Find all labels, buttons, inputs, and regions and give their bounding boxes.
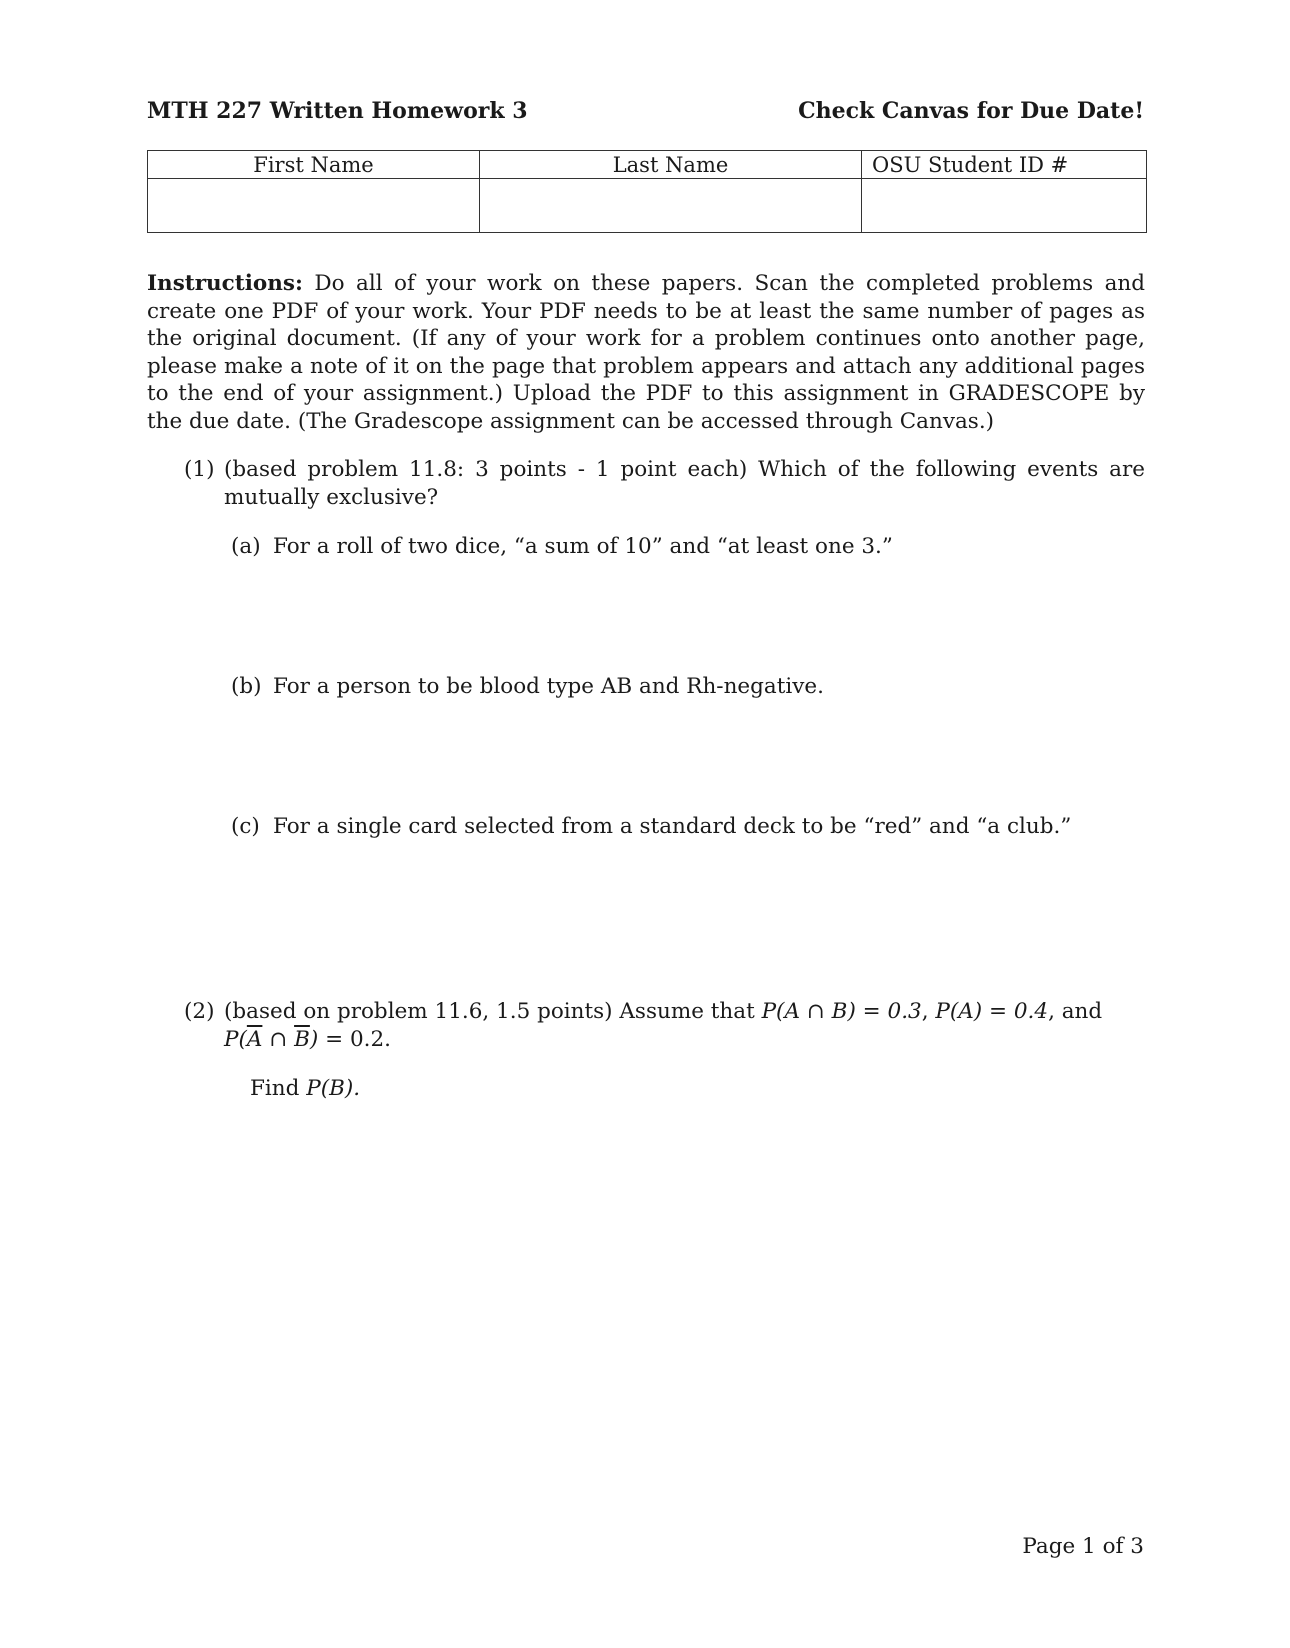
instructions-paragraph xyxy=(147,270,1145,435)
student-id-field[interactable] xyxy=(862,179,1147,233)
last-name-header: Last Name xyxy=(480,151,862,179)
problem-2 xyxy=(184,998,1145,1053)
last-name-field[interactable] xyxy=(480,179,862,233)
problem-2-number: (2) xyxy=(184,999,215,1024)
problem-1-part-a xyxy=(231,534,893,559)
page-number: Page 1 of 3 xyxy=(1022,1534,1144,1559)
prob-a: P(A) = 0.4 xyxy=(935,999,1049,1024)
part-a-label: (a) xyxy=(231,534,261,559)
problem-2-intro: (based on problem 11.6, 1.5 points) Assume that xyxy=(224,999,755,1024)
prob-a-and-b: P(A ∩ B) = 0.3 xyxy=(761,999,922,1024)
assignment-title: MTH 227 Written Homework 3 xyxy=(147,98,528,124)
problem-1-part-c xyxy=(231,814,1071,839)
problem-1-number: (1) xyxy=(184,457,215,482)
prob-complements: $P(\overline{A}$ ∩ $\overline{B}$) xyxy=(224,1026,319,1052)
problem-1-text: (based problem 11.8: 3 points - 1 point each) Which of the following events are mutually exclusive? xyxy=(224,457,1145,510)
table-entry-row xyxy=(148,179,1147,233)
part-b-text: For a person to be blood type AB and Rh-negative. xyxy=(273,674,824,699)
student-id-header: OSU Student ID # xyxy=(862,151,1147,179)
find-label: Find xyxy=(250,1076,300,1101)
problem-2-text: (based on problem 11.6, 1.5 points) Assume that P(A ∩ B) = 0.3, P(A) = 0.4, and $P(\overline{A}$ ∩ $\overline{B}) = 0.2$. xyxy=(224,999,1103,1052)
first-name-field[interactable] xyxy=(148,179,480,233)
instructions-text: Do all of your work on these papers. Scan the completed problems and create one PDF of your work. Your PDF needs to be at least the same number of pages as the original document. (If any of your work for a problem continues onto another page, please make a note of it on the page that problem appears and attach any additional pages to the end of your assignment.) Upload the PDF to this assignment in GRADESCOPE by the due date. (The Gradescope assignment can be accessed through Canvas.) xyxy=(147,271,1145,434)
find-statement xyxy=(250,1076,360,1101)
table-header-row xyxy=(148,151,1147,179)
first-name-header: First Name xyxy=(148,151,480,179)
part-b-label: (b) xyxy=(231,674,262,699)
due-date-note: Check Canvas for Due Date! xyxy=(798,98,1144,124)
conjunction: and xyxy=(1061,999,1103,1024)
instructions-label: Instructions: xyxy=(147,271,303,296)
part-c-text: For a single card selected from a standard deck to be “red” and “a club.” xyxy=(273,814,1072,839)
find-expression: P(B). xyxy=(306,1076,361,1101)
student-info-table xyxy=(147,150,1147,233)
problem-1-part-b xyxy=(231,674,824,699)
prob-complements-value: = 0.2. xyxy=(325,1026,392,1052)
part-a-text: For a roll of two dice, “a sum of 10” and “at least one 3.” xyxy=(273,534,893,559)
problem-1 xyxy=(184,456,1145,511)
part-c-label: (c) xyxy=(231,814,260,839)
